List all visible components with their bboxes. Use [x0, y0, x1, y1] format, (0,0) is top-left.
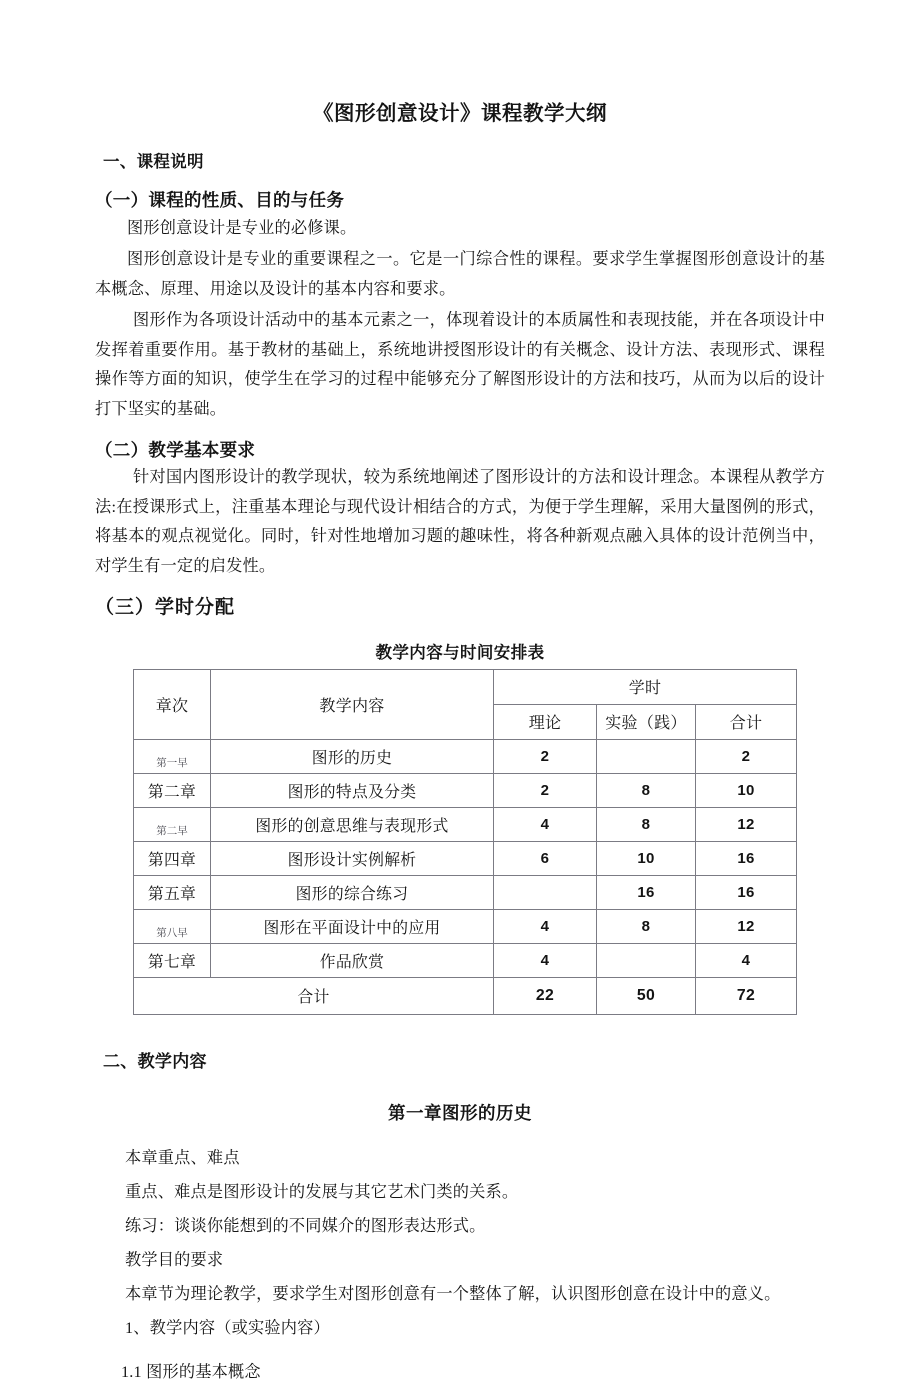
table-header-total: 合计: [696, 704, 797, 739]
chapter-line-teaching-content: 1、教学内容（或实验内容）: [125, 1319, 330, 1338]
cell-chapter-text: 第一早: [156, 757, 188, 769]
cell-total: 12: [696, 909, 797, 943]
schedule-table: [133, 669, 797, 1015]
cell-content: 图形的历史: [211, 739, 494, 773]
cell-chapter: [134, 739, 211, 773]
cell-theory: 6: [494, 841, 597, 875]
cell-total: 16: [696, 875, 797, 909]
table-header-experiment: 实验（践）: [597, 704, 696, 739]
table-caption: 教学内容与时间安排表: [375, 643, 545, 662]
cell-chapter: [134, 875, 211, 909]
subsection-heading-1-3: （三）学时分配: [95, 597, 236, 619]
cell-chapter-text: 第二章: [147, 783, 197, 801]
page-content: [95, 0, 825, 1389]
paragraph-1-1-3: 图形作为各项设计活动中的基本元素之一，体现着设计的本质属性和表现技能，并在各项设计中发挥着重要作用。基于教材的基础上，系统地讲授图形设计的有关概念、设计方法、表现形式、课程操作等方面的知识，使学生在学习的过程中能够充分了解图形设计的方法和技巧，从而为以后的设计打下坚实的基础。: [95, 311, 825, 418]
table-header-row-1: [134, 669, 797, 704]
cell-experiment: 16: [597, 875, 696, 909]
cell-experiment: 8: [597, 807, 696, 841]
cell-chapter-text: 第二早: [156, 825, 188, 837]
cell-chapter-text: 第八早: [156, 927, 188, 939]
cell-content: 作品欣赏: [211, 943, 494, 977]
cell-theory: 4: [494, 807, 597, 841]
section-heading-2: 二、教学内容: [103, 1051, 207, 1071]
cell-chapter-text: 第四章: [147, 851, 197, 869]
table-row: [134, 943, 797, 977]
table-header-chapter: 章次: [134, 669, 211, 739]
cell-total-experiment: 50: [597, 977, 696, 1014]
cell-chapter: [134, 807, 211, 841]
cell-theory: 4: [494, 943, 597, 977]
cell-total-label: 合计: [134, 977, 494, 1014]
table-header-hours: 学时: [494, 669, 797, 704]
chapter-subsection-1-1: 1.1 图形的基本概念: [121, 1363, 261, 1382]
cell-chapter: [134, 841, 211, 875]
paragraph-1-1-1: 图形创意设计是专业的必修课。: [127, 218, 357, 237]
cell-chapter-text: 第五章: [147, 885, 197, 903]
chapter-title: 第一章图形的历史: [388, 1103, 532, 1124]
cell-total: 16: [696, 841, 797, 875]
table-row: [134, 807, 797, 841]
section-heading-1: 一、课程说明: [103, 152, 204, 171]
table-total-row: [134, 977, 797, 1014]
cell-experiment: [597, 739, 696, 773]
cell-content: 图形的创意思维与表现形式: [211, 807, 494, 841]
table-header-theory: 理论: [494, 704, 597, 739]
cell-chapter: [134, 943, 211, 977]
cell-chapter: [134, 773, 211, 807]
cell-theory: 2: [494, 773, 597, 807]
table-row: [134, 739, 797, 773]
paragraph-1-1-2: 图形创意设计是专业的重要课程之一。它是一门综合性的课程。要求学生掌握图形创意设计的基本概念、原理、用途以及设计的基本内容和要求。: [95, 250, 825, 298]
cell-chapter: [134, 909, 211, 943]
subsection-heading-1-2: （二）教学基本要求: [95, 440, 256, 461]
cell-content: 图形在平面设计中的应用: [211, 909, 494, 943]
cell-total: 2: [696, 739, 797, 773]
cell-experiment: 10: [597, 841, 696, 875]
table-row: [134, 841, 797, 875]
cell-experiment: 8: [597, 909, 696, 943]
chapter-line-objectives: 教学目的要求: [125, 1251, 224, 1270]
table-row: [134, 909, 797, 943]
paragraph-1-2-1: 针对国内图形设计的教学现状，较为系统地阐述了图形设计的方法和设计理念。本课程从教学方法:在授课形式上，注重基本理论与现代设计相结合的方式，为便于学生理解，采用大量图例的形式，将基本的观点视觉化。同时，针对性地增加习题的趣味性，将各种新观点融入具体的设计范例当中，对学生有一定的启发性。: [95, 468, 825, 575]
cell-content: 图形的综合练习: [211, 875, 494, 909]
page-title: 《图形创意设计》课程教学大纲: [313, 102, 607, 125]
cell-experiment: 8: [597, 773, 696, 807]
chapter-line-key-points: 本章重点、难点: [125, 1149, 240, 1168]
cell-total-theory: 22: [494, 977, 597, 1014]
cell-experiment: [597, 943, 696, 977]
cell-total: 4: [696, 943, 797, 977]
cell-total: 12: [696, 807, 797, 841]
cell-theory: 4: [494, 909, 597, 943]
chapter-line-key-points-detail: 重点、难点是图形设计的发展与其它艺术门类的关系。: [125, 1183, 519, 1202]
cell-content: 图形的特点及分类: [211, 773, 494, 807]
chapter-line-exercise: 练习：谈谈你能想到的不同媒介的图形表达形式。: [125, 1217, 486, 1236]
table-row: [134, 773, 797, 807]
cell-total: 10: [696, 773, 797, 807]
cell-theory: [494, 875, 597, 909]
chapter-line-objectives-detail: 本章节为理论教学，要求学生对图形创意有一个整体了解，认识图形创意在设计中的意义。: [125, 1285, 781, 1304]
subsection-heading-1-1: （一）课程的性质、目的与任务: [95, 190, 345, 211]
table-header-content: 教学内容: [211, 669, 494, 739]
cell-total-sum: 72: [696, 977, 797, 1014]
cell-theory: 2: [494, 739, 597, 773]
cell-chapter-text: 第七章: [147, 953, 197, 971]
table-row: [134, 875, 797, 909]
cell-content: 图形设计实例解析: [211, 841, 494, 875]
